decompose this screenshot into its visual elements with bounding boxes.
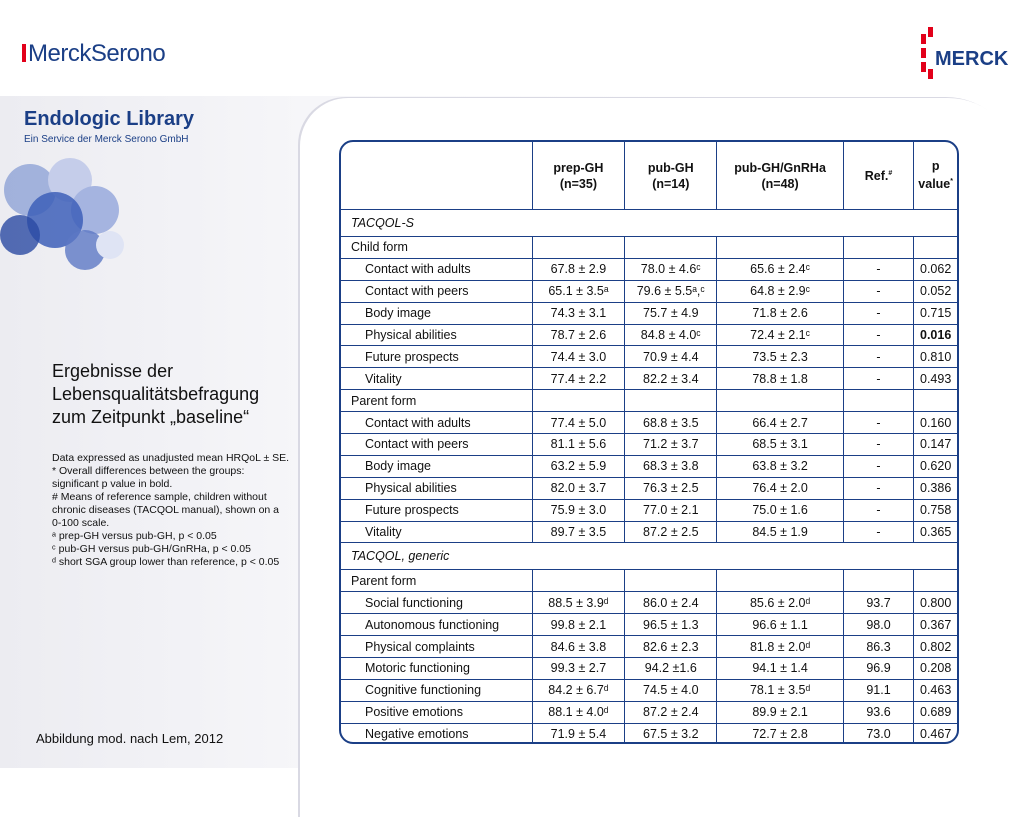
table-row — [341, 455, 957, 477]
table-row — [341, 324, 957, 346]
value-cell: 65.6 ± 2.4ᶜ — [717, 258, 843, 280]
value-cell: 77.0 ± 2.1 — [625, 499, 717, 521]
value-cell: 74.3 ± 3.1 — [532, 302, 624, 324]
value-cell: 79.6 ± 5.5ᵃ,ᶜ — [625, 280, 717, 302]
value-cell: 78.0 ± 4.6ᶜ — [625, 258, 717, 280]
note-data-expression: Data expressed as unadjusted mean HRQoL ± SE. — [52, 452, 290, 464]
row-label: Autonomous functioning — [341, 614, 532, 636]
header-empty-cell — [341, 142, 532, 210]
value-cell: 94.2 ±1.6 — [625, 658, 717, 680]
value-cell: 78.8 ± 1.8 — [717, 368, 843, 390]
library-subtitle: Ein Service der Merck Serono GmbH — [24, 134, 189, 145]
value-cell: 87.2 ± 2.5 — [625, 521, 717, 543]
molecule-illustration — [0, 150, 140, 290]
value-cell: 72.7 ± 2.8 — [717, 723, 843, 744]
value-cell: 77.4 ± 5.0 — [532, 412, 624, 434]
p-value-cell: 0.467 — [914, 723, 957, 744]
merck-serono-logo — [22, 40, 165, 68]
value-cell: 78.1 ± 3.5ᵈ — [717, 679, 843, 701]
row-label: Motoric functioning — [341, 658, 532, 680]
value-cell: 82.6 ± 2.3 — [625, 636, 717, 658]
empty-cell — [717, 390, 843, 412]
table-row — [341, 280, 957, 302]
table-row — [341, 701, 957, 723]
table-row — [341, 592, 957, 614]
p-value-cell: 0.160 — [914, 412, 957, 434]
column-header-prep-gh: prep-GH (n=35) — [532, 142, 624, 210]
value-cell: 86.0 ± 2.4 — [625, 592, 717, 614]
row-label: Contact with adults — [341, 258, 532, 280]
row-label: Future prospects — [341, 346, 532, 368]
p-value-cell: 0.386 — [914, 477, 957, 499]
value-cell: 93.6 — [843, 701, 914, 723]
value-cell: 85.6 ± 2.0ᵈ — [717, 592, 843, 614]
value-cell: 82.0 ± 3.7 — [532, 477, 624, 499]
section-title: TACQOL-S — [341, 210, 957, 237]
empty-cell — [843, 390, 914, 412]
value-cell: 68.3 ± 3.8 — [625, 455, 717, 477]
value-cell: 75.9 ± 3.0 — [532, 499, 624, 521]
row-label: Physical abilities — [341, 477, 532, 499]
value-cell: - — [843, 455, 914, 477]
p-value-cell: 0.365 — [914, 521, 957, 543]
group-row — [341, 390, 957, 412]
row-label: Contact with peers — [341, 280, 532, 302]
value-cell: - — [843, 346, 914, 368]
value-cell: 93.7 — [843, 592, 914, 614]
group-title: Parent form — [341, 390, 532, 412]
value-cell: 63.8 ± 3.2 — [717, 455, 843, 477]
row-label: Contact with peers — [341, 434, 532, 456]
p-value-cell: 0.493 — [914, 368, 957, 390]
value-cell: 68.5 ± 3.1 — [717, 434, 843, 456]
table-row — [341, 614, 957, 636]
row-label: Body image — [341, 302, 532, 324]
value-cell: 67.5 ± 3.2 — [625, 723, 717, 744]
value-cell: - — [843, 368, 914, 390]
group-title: Parent form — [341, 570, 532, 592]
value-cell: 75.7 ± 4.9 — [625, 302, 717, 324]
value-cell: 74.4 ± 3.0 — [532, 346, 624, 368]
value-cell: 88.5 ± 3.9ᵈ — [532, 592, 624, 614]
value-cell: - — [843, 521, 914, 543]
value-cell: 68.8 ± 3.5 — [625, 412, 717, 434]
library-title: Endologic Library — [24, 108, 195, 130]
row-label: Cognitive functioning — [341, 679, 532, 701]
value-cell: 96.9 — [843, 658, 914, 680]
merck-logo — [917, 24, 1007, 84]
table-notes — [52, 452, 302, 569]
p-value-cell: 0.810 — [914, 346, 957, 368]
source-citation: Abbildung mod. nach Lem, 2012 — [36, 731, 224, 746]
value-cell: 96.5 ± 1.3 — [625, 614, 717, 636]
table-row — [341, 412, 957, 434]
table-row — [341, 658, 957, 680]
table-row — [341, 477, 957, 499]
value-cell: 76.4 ± 2.0 — [717, 477, 843, 499]
value-cell: 65.1 ± 3.5ᵃ — [532, 280, 624, 302]
p-value-cell: 0.208 — [914, 658, 957, 680]
value-cell: 81.1 ± 5.6 — [532, 434, 624, 456]
section-row — [341, 543, 957, 570]
p-value-cell: 0.062 — [914, 258, 957, 280]
value-cell: - — [843, 499, 914, 521]
empty-cell — [843, 237, 914, 259]
group-row — [341, 570, 957, 592]
note-footnote-a: ᵃ prep-GH versus pub-GH, p < 0.05 — [52, 530, 217, 542]
value-cell: 72.4 ± 2.1ᶜ — [717, 324, 843, 346]
empty-cell — [914, 237, 957, 259]
p-value-cell: 0.620 — [914, 455, 957, 477]
value-cell: 84.8 ± 4.0ᶜ — [625, 324, 717, 346]
row-label: Vitality — [341, 521, 532, 543]
empty-cell — [717, 237, 843, 259]
value-cell: 71.2 ± 3.7 — [625, 434, 717, 456]
note-overall-differences: * Overall differences between the groups: significant p value in bold. — [52, 465, 245, 490]
empty-cell — [625, 570, 717, 592]
value-cell: 75.0 ± 1.6 — [717, 499, 843, 521]
p-value-cell: 0.463 — [914, 679, 957, 701]
value-cell: - — [843, 412, 914, 434]
value-cell: - — [843, 434, 914, 456]
value-cell: 99.8 ± 2.1 — [532, 614, 624, 636]
note-footnote-d: ᵈ short SGA group lower than reference, p < 0.05 — [52, 556, 280, 568]
p-value-cell: 0.758 — [914, 499, 957, 521]
p-value-cell: 0.016 — [914, 324, 957, 346]
empty-cell — [914, 570, 957, 592]
note-reference-sample: # Means of reference sample, children without chronic diseases (TACQOL manual), shown on a 0-100 scale. — [52, 491, 280, 529]
value-cell: 78.7 ± 2.6 — [532, 324, 624, 346]
value-cell: - — [843, 258, 914, 280]
column-header-reference: Ref.# — [843, 142, 914, 210]
empty-cell — [625, 237, 717, 259]
p-value-cell: 0.800 — [914, 592, 957, 614]
value-cell: 71.9 ± 5.4 — [532, 723, 624, 744]
table-row — [341, 636, 957, 658]
merck-logo-text: MERCK — [935, 48, 1009, 70]
p-value-cell: 0.802 — [914, 636, 957, 658]
p-value-cell: 0.052 — [914, 280, 957, 302]
group-row — [341, 237, 957, 259]
empty-cell — [717, 570, 843, 592]
value-cell: - — [843, 324, 914, 346]
value-cell: 84.5 ± 1.9 — [717, 521, 843, 543]
value-cell: 74.5 ± 4.0 — [625, 679, 717, 701]
value-cell: 98.0 — [843, 614, 914, 636]
value-cell: 64.8 ± 2.9ᶜ — [717, 280, 843, 302]
row-label: Vitality — [341, 368, 532, 390]
slide-heading: Ergebnisse der Lebensqualitätsbefragung zum Zeitpunkt „baseline“ — [52, 361, 260, 427]
row-label: Future prospects — [341, 499, 532, 521]
value-cell: 77.4 ± 2.2 — [532, 368, 624, 390]
empty-cell — [532, 570, 624, 592]
p-value-cell: 0.715 — [914, 302, 957, 324]
value-cell: - — [843, 477, 914, 499]
value-cell: 89.9 ± 2.1 — [717, 701, 843, 723]
row-label: Positive emotions — [341, 701, 532, 723]
row-label: Contact with adults — [341, 412, 532, 434]
empty-cell — [532, 390, 624, 412]
value-cell: 70.9 ± 4.4 — [625, 346, 717, 368]
table-row — [341, 434, 957, 456]
table-row — [341, 679, 957, 701]
empty-cell — [914, 390, 957, 412]
value-cell: 99.3 ± 2.7 — [532, 658, 624, 680]
group-title: Child form — [341, 237, 532, 259]
results-table-frame — [339, 140, 959, 744]
results-table — [341, 142, 957, 744]
value-cell: 84.2 ± 6.7ᵈ — [532, 679, 624, 701]
value-cell: 89.7 ± 3.5 — [532, 521, 624, 543]
column-header-p-value: p value* — [914, 142, 957, 210]
table-row — [341, 368, 957, 390]
p-value-cell: 0.367 — [914, 614, 957, 636]
value-cell: 86.3 — [843, 636, 914, 658]
value-cell: 76.3 ± 2.5 — [625, 477, 717, 499]
column-header-pub-gh-gnrha: pub-GH/GnRHa (n=48) — [717, 142, 843, 210]
value-cell: - — [843, 302, 914, 324]
value-cell: 73.0 — [843, 723, 914, 744]
logo-accent-bar — [22, 44, 26, 62]
empty-cell — [843, 570, 914, 592]
table-header-row — [341, 142, 957, 210]
value-cell: 82.2 ± 3.4 — [625, 368, 717, 390]
table-row — [341, 346, 957, 368]
value-cell: 87.2 ± 2.4 — [625, 701, 717, 723]
empty-cell — [625, 390, 717, 412]
merck-serono-logo-text: MerckSerono — [28, 40, 166, 67]
value-cell: 84.6 ± 3.8 — [532, 636, 624, 658]
value-cell: 71.8 ± 2.6 — [717, 302, 843, 324]
table-row — [341, 521, 957, 543]
row-label: Social functioning — [341, 592, 532, 614]
value-cell: 91.1 — [843, 679, 914, 701]
table-row — [341, 499, 957, 521]
value-cell: 73.5 ± 2.3 — [717, 346, 843, 368]
value-cell: 81.8 ± 2.0ᵈ — [717, 636, 843, 658]
row-label: Physical abilities — [341, 324, 532, 346]
value-cell: 67.8 ± 2.9 — [532, 258, 624, 280]
row-label: Physical complaints — [341, 636, 532, 658]
table-row — [341, 302, 957, 324]
value-cell: 63.2 ± 5.9 — [532, 455, 624, 477]
section-row — [341, 210, 957, 237]
empty-cell — [532, 237, 624, 259]
table-row — [341, 723, 957, 744]
table-row — [341, 258, 957, 280]
column-header-pub-gh: pub-GH (n=14) — [625, 142, 717, 210]
note-footnote-c: ᶜ pub-GH versus pub-GH/GnRHa, p < 0.05 — [52, 543, 251, 555]
p-value-cell: 0.689 — [914, 701, 957, 723]
value-cell: 96.6 ± 1.1 — [717, 614, 843, 636]
row-label: Negative emotions — [341, 723, 532, 744]
value-cell: 94.1 ± 1.4 — [717, 658, 843, 680]
p-value-cell: 0.147 — [914, 434, 957, 456]
section-title: TACQOL, generic — [341, 543, 957, 570]
value-cell: 66.4 ± 2.7 — [717, 412, 843, 434]
row-label: Body image — [341, 455, 532, 477]
value-cell: - — [843, 280, 914, 302]
value-cell: 88.1 ± 4.0ᵈ — [532, 701, 624, 723]
